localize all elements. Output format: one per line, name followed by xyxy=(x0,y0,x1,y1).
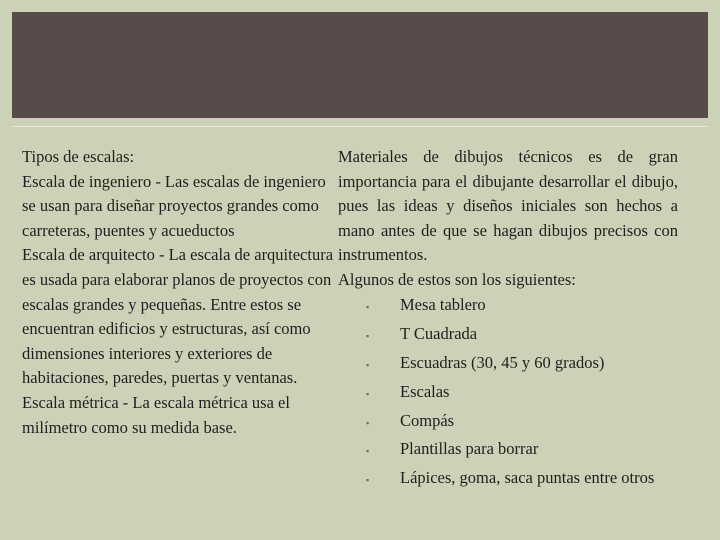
list-item xyxy=(338,351,678,376)
list-item-label: Escuadras (30, 45 y 60 grados) xyxy=(400,352,605,372)
paragraph-materials-intro: Materiales de dibujos técnicos es de gran importancia para el dibujante desarrollar el dibujo, pues las ideas y diseños iniciales son hechos a mano antes de que se hagan dibujos precisos con instrumentos. xyxy=(338,147,678,265)
bullet-icon: ▪ xyxy=(366,417,370,428)
paragraph-architect-scale: Escala de arquitecto - La escala de arquitectura es usada para elaborar planos de proyectos con escalas grandes y pequeñas. Entre estos se encuentran edificios y estructuras, así como dimensiones interiores y exteriores de habitaciones, paredes, puertas y ventanas. xyxy=(22,245,334,388)
left-text-column xyxy=(22,145,338,440)
list-item xyxy=(338,466,678,491)
bullet-icon: ▪ xyxy=(366,359,370,370)
list-item-label: Escalas xyxy=(400,381,450,401)
list-item-label: Mesa tablero xyxy=(400,294,486,314)
list-item xyxy=(338,437,678,462)
paragraph-scale-types: Tipos de escalas: xyxy=(22,147,135,166)
list-item xyxy=(338,322,678,347)
bullet-icon: ▪ xyxy=(366,446,370,457)
right-text-column xyxy=(338,145,678,495)
divider-line xyxy=(12,126,708,127)
header-band xyxy=(12,12,708,118)
list-item-label: Plantillas para borrar xyxy=(400,439,539,459)
list-item-label: T Cuadrada xyxy=(400,323,478,343)
bullet-icon: ▪ xyxy=(366,301,370,312)
list-item xyxy=(338,380,678,405)
bullet-icon: ▪ xyxy=(366,330,370,341)
list-item xyxy=(338,293,678,318)
list-item xyxy=(338,409,678,434)
list-heading: Algunos de estos son los siguientes: xyxy=(338,269,576,289)
bullet-icon: ▪ xyxy=(366,388,370,399)
paragraph-metric-scale: Escala métrica - La escala métrica usa el milímetro como su medida base. xyxy=(22,392,290,437)
list-item-label: Lápices, goma, saca puntas entre otros xyxy=(400,468,655,488)
list-item-label: Compás xyxy=(400,410,455,430)
materials-list xyxy=(338,293,678,492)
paragraph-engineer-scale: Escala de ingeniero - Las escalas de ingeniero se usan para diseñar proyectos grandes como carreteras, puentes y acueductos xyxy=(22,171,326,240)
bullet-icon: ▪ xyxy=(366,475,370,486)
